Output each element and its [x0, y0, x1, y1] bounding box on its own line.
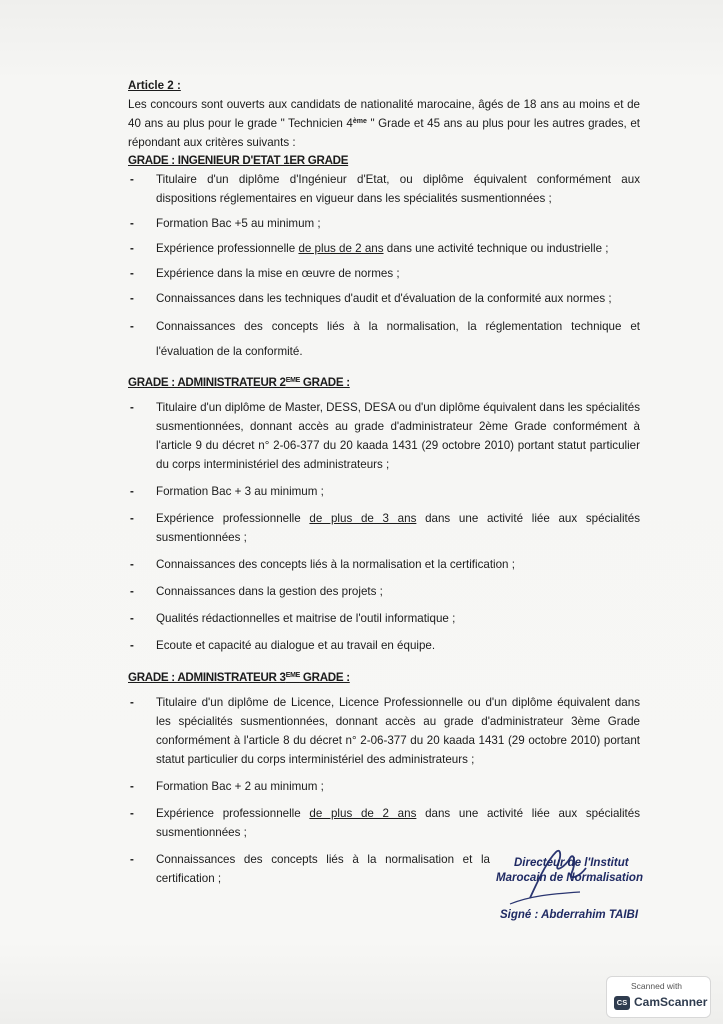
list-item: - Expérience professionnelle de plus de 3 ans dans une activité liée aux spécialités susmentionnées ; — [128, 509, 640, 547]
list-item: - Titulaire d'un diplôme de Licence, Licence Professionnelle ou d'un diplôme équivalent dans les spécialités susmentionnées, donnant accès au grade d'administrateur 3ème Grade conformément à l'article 8 du décret n° 2-06-377 du 20 kaada 1431 (29 octobre 2010) portant statut particulier du corps interministériel des administrateurs ; — [128, 693, 640, 769]
list-item: - Connaissances des concepts liés à la normalisation et la certification ; — [128, 850, 640, 888]
emphasis-duration: de plus de 3 ans — [309, 512, 417, 525]
grade-title-admin-2: GRADE : ADMINISTRATEUR 2EME GRADE : — [128, 376, 350, 389]
list-item: - Connaissances dans les techniques d'audit et d'évaluation de la conformité aux normes ; — [128, 289, 640, 308]
emphasis-duration: de plus de 2 ans — [298, 242, 384, 255]
grade-title-ingenieur: GRADE : INGENIEUR D'ETAT 1ER GRADE — [128, 154, 349, 167]
list-item: - Expérience professionnelle de plus de 2 ans dans une activité liée aux spécialités susmentionnées ; — [128, 804, 640, 842]
badge-caption: Scanned with — [631, 981, 683, 991]
signature-name: Signé : Abderrahim TAIBI — [500, 909, 639, 921]
signature-title: Directeur de l'Institut — [514, 857, 629, 869]
document-content — [128, 76, 640, 888]
list-item: - Connaissances des concepts liés à la normalisation et la certification ; — [128, 555, 640, 574]
grade-title-admin-3: GRADE : ADMINISTRATEUR 3EME GRADE : — [128, 671, 350, 684]
list-item: - Connaissances des concepts liés à la normalisation, la réglementation technique et l'évaluation de la conformité. — [128, 314, 640, 364]
camscanner-badge — [606, 976, 711, 1018]
list-item: - Titulaire d'un diplôme de Master, DESS, DESA ou d'un diplôme équivalent dans les spécialités susmentionnées, donnant accès au grade d'administrateur 2ème Grade conformément à l'article 9 du décret n° 2-06-377 du 20 kaada 1431 (29 octobre 2010) portant statut particulier du corps interministériel des administrateurs ; — [128, 398, 640, 474]
list-item: - Titulaire d'un diplôme d'Ingénieur d'Etat, ou diplôme équivalent conformément aux dispositions réglementaires en vigueur dans les spécialités susmentionnées ; — [128, 170, 640, 208]
badge-name: CamScanner — [634, 995, 708, 1009]
list-item: - Ecoute et capacité au dialogue et au travail en équipe. — [128, 636, 640, 655]
list-item: - Formation Bac + 3 au minimum ; — [128, 482, 640, 501]
list-item: - Expérience professionnelle de plus de 2 ans dans une activité technique ou industrielle ; — [128, 239, 640, 258]
list-item: - Formation Bac +5 au minimum ; — [128, 214, 640, 233]
list-item: - Formation Bac + 2 au minimum ; — [128, 777, 640, 796]
grade-ingenieur-list — [128, 170, 640, 364]
article-title: Article 2 : — [128, 79, 181, 92]
article-intro: Les concours sont ouverts aux candidats de nationalité marocaine, âgés de 18 ans au moins et de 40 ans au plus pour le grade " Technicien 4ème " Grade et 45 ans au plus pour les autres grades, et répondant aux critères suivants : — [128, 98, 640, 149]
emphasis-duration: de plus de 2 ans — [309, 807, 417, 820]
grade-admin-2-list — [128, 398, 640, 655]
signature-institution: Marocain de Normalisation — [496, 872, 643, 884]
camscanner-logo-icon: CS — [614, 996, 630, 1010]
list-item: - Connaissances dans la gestion des projets ; — [128, 582, 640, 601]
list-item: - Qualités rédactionnelles et maitrise de l'outil informatique ; — [128, 609, 640, 628]
list-item: - Expérience dans la mise en œuvre de normes ; — [128, 264, 640, 283]
